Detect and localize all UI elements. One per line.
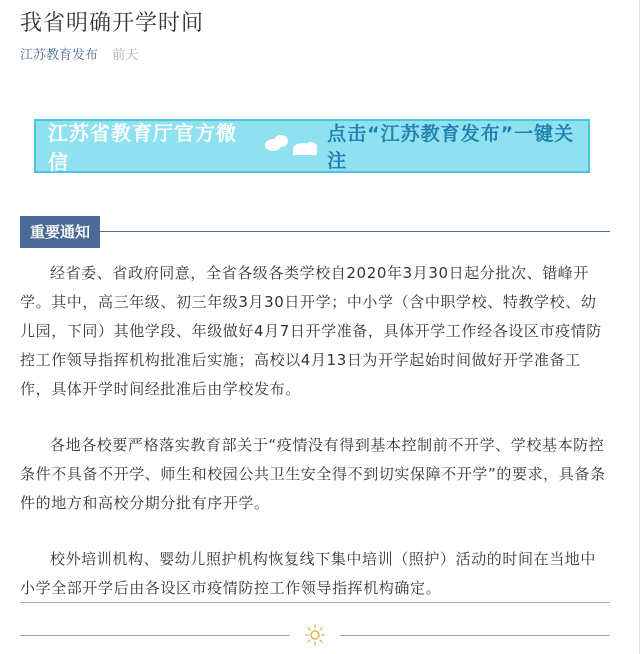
article-body [20,259,610,603]
source-link[interactable]: 江苏教育发布 [20,48,99,63]
sun-icon [305,624,325,650]
follow-banner[interactable] [34,119,590,173]
section-divider [20,231,610,232]
section-header [20,216,610,248]
banner-right-text: 点击“江苏教育发布”一键关注 [327,123,575,172]
section-tag: 重要通知 [20,216,100,248]
separator-line-right [340,635,610,636]
paragraph: 经省委、省政府同意，全省各级各类学校自2020年3月30日起分批次、错峰开学。其中，高三年级、初三年级3月30日开学；中小学（含中职学校、特教学校、幼儿园，下同）其他学段、年级做好4月7日开学准备，具体开学工作经各设区市疫情防控工作领导指挥机构批准后实施；高校以4月13日为开学起始时间做好开学准备工作，具体开学时间经批准后由学校发布。 [20,264,602,398]
separator-line-left [20,635,290,636]
content-end-divider [20,602,610,603]
ornament-separator [20,624,610,648]
paragraph: 各地各校要严格落实教育部关于“疫情没有得到基本控制前不开学、学校基本防控条件不具备不开学、师生和校园公共卫生安全得不到切实保障不开学”的要求，具备条件的地方和高校分期分批有序开学。 [20,436,606,512]
publish-time: 前天 [112,48,139,63]
banner-left-text: 江苏省教育厅官方微信 [48,121,237,174]
paragraph: 校外培训机构、婴幼儿照护机构恢复线下集中培训（照护）活动的时间在当地中小学全部开学后由各设区市疫情防控工作领导指挥机构确定。 [20,550,597,597]
article-title: 我省明确开学时间 [20,11,205,36]
cloud-icon [259,129,319,163]
article-meta [20,44,138,63]
